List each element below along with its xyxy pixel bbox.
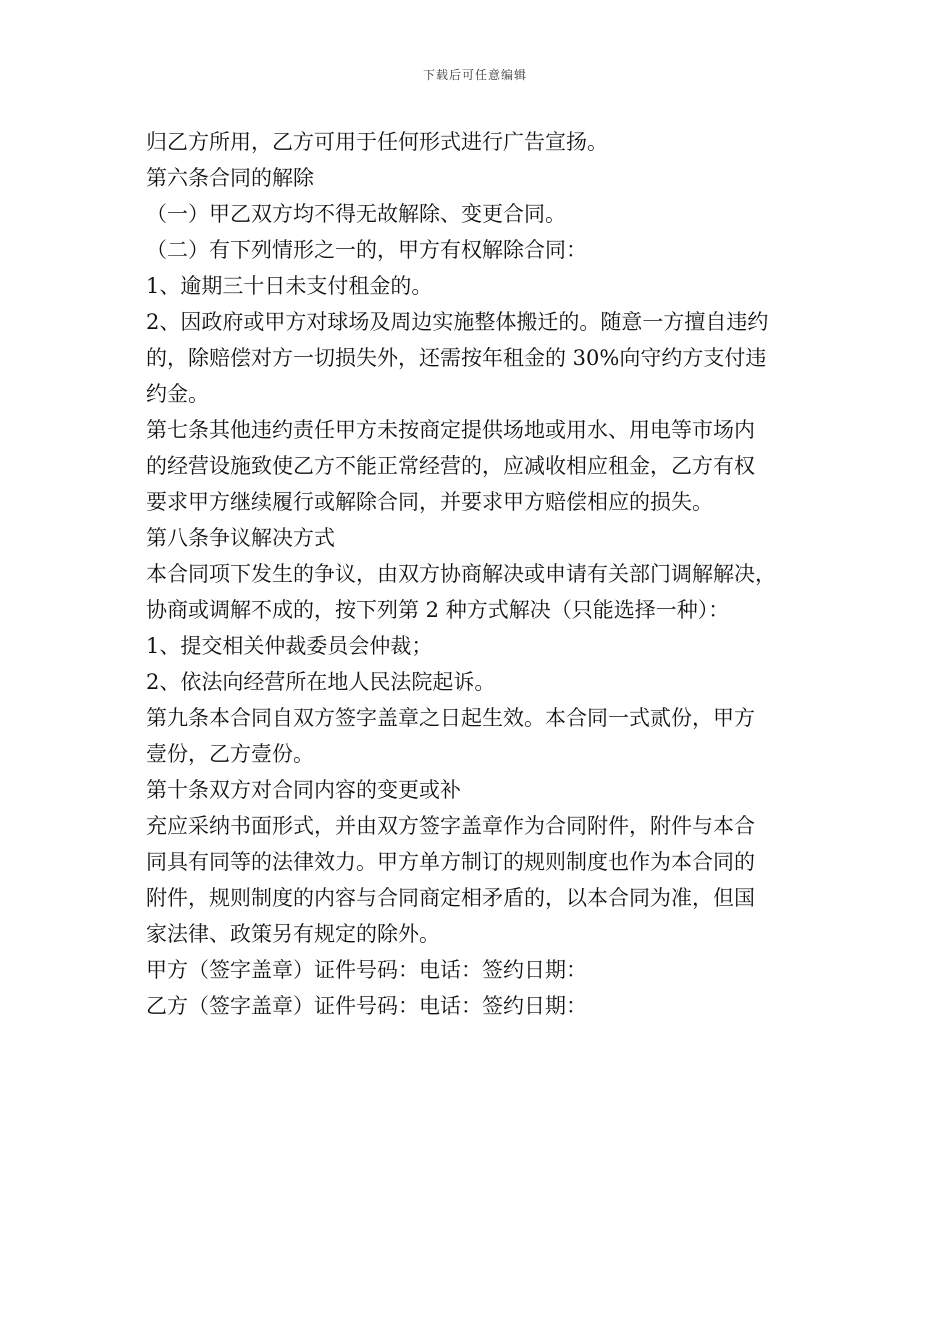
list-item: 2、依法向经营所在地人民法院起诉。	[146, 670, 496, 694]
paragraph-line: 家法律、政策另有规定的除外。	[146, 922, 440, 946]
signature-line-party-b: 乙方（签字盖章）证件号码：电话：签约日期：	[146, 994, 587, 1018]
list-item: 2、因政府或甲方对球场及周边实施整体搬迁的。随意一方擅自违约	[146, 310, 769, 334]
section-heading: 第十条双方对合同内容的变更或补	[146, 778, 461, 802]
paragraph-line: 协商或调解不成的，按下列第 2 种方式解决（只能选择一种）：	[146, 598, 730, 622]
section-heading: 第八条争议解决方式	[146, 526, 335, 550]
paragraph-line: 约金。	[146, 382, 209, 406]
paragraph-line: 的，除赔偿对方一切损失外，还需按年租金的 30%向守约方支付违	[146, 346, 767, 370]
paragraph-line: 附件，规则制度的内容与合同商定相矛盾的，以本合同为准，但国	[146, 886, 755, 910]
paragraph-line: 本合同项下发生的争议，由双方协商解决或申请有关部门调解解决，	[146, 562, 776, 586]
paragraph-line: 充应采纳书面形式，并由双方签字盖章作为合同附件，附件与本合	[146, 814, 755, 838]
signature-line-party-a: 甲方（签字盖章）证件号码：电话：签约日期：	[146, 958, 587, 982]
paragraph-line: 的经营设施致使乙方不能正常经营的，应减收相应租金，乙方有权	[146, 454, 755, 478]
section-heading: 第六条合同的解除	[146, 166, 314, 190]
list-item: 1、提交相关仲裁委员会仲裁；	[146, 634, 433, 658]
paragraph-line: 同具有同等的法律效力。甲方单方制订的规则制度也作为本合同的	[146, 850, 755, 874]
paragraph-line: 壹份，乙方壹份。	[146, 742, 314, 766]
page-header: 下载后可任意编辑	[422, 68, 527, 82]
paragraph-line: （二）有下列情形之一的，甲方有权解除合同：	[146, 238, 587, 262]
section-heading: 第九条本合同自双方签字盖章之日起生效。本合同一式贰份，甲方	[146, 706, 755, 730]
list-item: 1、逾期三十日未支付租金的。	[146, 274, 433, 298]
section-heading: 第七条其他违约责任甲方未按商定提供场地或用水、用电等市场内	[146, 418, 755, 442]
paragraph-line: 要求甲方继续履行或解除合同，并要求甲方赔偿相应的损失。	[146, 490, 713, 514]
paragraph-line: 归乙方所用，乙方可用于任何形式进行广告宣扬。	[146, 130, 608, 154]
paragraph-line: （一）甲乙双方均不得无故解除、变更合同。	[146, 202, 566, 226]
document-body	[146, 124, 826, 1024]
